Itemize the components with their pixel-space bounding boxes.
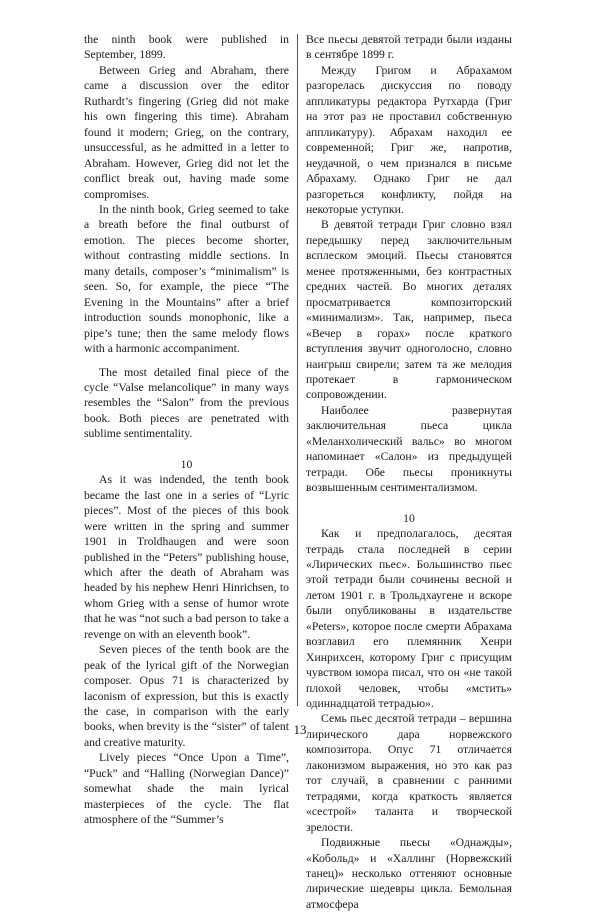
en-paragraph: Between Grieg and Abraham, there came a discussion over the editor Ruthardt’s fingering (Grieg did not make his own fingering this time). Abraham found it modern; Grieg, on the contrary, unsuccessful, as he admitted in a letter to Abraham. However, Grieg did not let the conflict break out, having made some compromises. <box>84 63 289 201</box>
russian-column <box>306 32 512 912</box>
en-paragraph: The most detailed final piece of the cycle “Valse melancolique” in many ways resembles the “Salon” from the previous book. Both pieces are penetrated with sublime sentimentality. <box>84 365 289 441</box>
ru-paragraph: В девятой тетради Григ словно взял передышку перед заключительным всплеском эмоций. Пьесы становятся менее протяженными, без контрастных средних частей. Во многих деталях просматривается композиторский «минимализм». Так, например, пьеса «Вечер в горах» после краткого вступления звучит одноголосно, словно наигрыш свирели; затем та же мелодия протекает в гармоническом сопровождении. <box>306 218 512 402</box>
column-divider <box>297 34 298 706</box>
en-paragraph: Lively pieces “Once Upon a Time”, “Puck” and “Halling (Norwegian Dance)” somewhat shade the main lyrical masterpieces of the cycle. The flat atmosphere of the “Summer’s <box>84 751 289 827</box>
en-paragraph: As it was indended, the tenth book became the last one in a series of “Lyric pieces”. Most of the pieces of this book were written in the spring and summer 1901 in Troldhaugen and were soon published in the “Peters” publishing house, which after the death of Abraham was headed by his nephew Henri Hinrichsen, to whom Grieg with a sense of humor wrote that he was “not such a bad person to take a revenge on with an eleventh book”. <box>84 473 289 641</box>
ru-paragraph: Наиболее развернутая заключительная пьеса цикла «Меланхолический вальс» во многом напоминает «Салон» из предыдущей тетради. Обе пьесы проникнуты возвышенным сентиментализмом. <box>306 403 512 495</box>
page-number: 13 <box>293 722 307 737</box>
ru-paragraph: Все пьесы девятой тетради были изданы в сентябре 1899 г. <box>306 33 512 62</box>
ru-paragraph: Как и предполагалось, десятая тетрадь стала последней в серии «Лирических пьес». Большинство пьес этой тетради были сочинены весной и летом 1901 г. в Трольдхаугене и вскоре были опубликованы в издательстве «Peters», которое после смерти Абрахама возглавил его племянник Хенри Хинрихсен, которому Григ с присущим чувством юмора писал, что он «не такой плохой человек, чтобы «мстить» одиннадцатой тетрадью». <box>306 527 512 711</box>
english-column <box>84 32 289 828</box>
ru-paragraph: Семь пьес десятой тетради – вершина лирического дара норвежского композитора. Опус 71 отличается лаконизмом выражения, но это как раз тот случай, в сравнении с ранними тетрадями, когда краткость является «сестрой» таланта и творческой зрелости. <box>306 712 512 834</box>
en-paragraph: In the ninth book, Grieg seemed to take a breath before the final outburst of emotion. The pieces become shorter, without contrasting middle sections. In many details, composer’s “minimalism” is seen. So, for example, the piece “The Evening in the Mountains” after a brief introduction sounds monophonic, like a pipe’s tune; then the same melody flows with a harmonic accompaniment. <box>84 202 289 356</box>
ru-paragraph: Подвижные пьесы «Однажды», «Кобольд» и «Халлинг (Норвежский танец)» несколько оттеняют основные лирические шедевры цикла. Бемольная атмосфера <box>306 836 512 911</box>
en-paragraph: the ninth book were published in September, 1899. <box>84 33 289 62</box>
en-paragraph: Seven pieces of the tenth book are the peak of the lyrical gift of the Norwegian composer. Opus 71 is characterized by laconism of expression, but this is exactly the case, in comparison with the early books, when brevity is the “sister” of talent and creative maturity. <box>84 643 289 749</box>
en-section-number: 10 <box>180 457 193 471</box>
ru-paragraph: Между Григом и Абрахамом разгорелась дискуссия по поводу аппликатуры редактора Рутхарда (Григ на этот раз не проставил собственную аппликатуру). Абрахам находил ее современной; Григ же, напротив, неудачной, о чем признался в письме Абрахаму. Однако Григ не дал разгореться конфликту, пойдя на некоторые уступки. <box>306 63 512 216</box>
ru-section-number: 10 <box>403 511 415 525</box>
